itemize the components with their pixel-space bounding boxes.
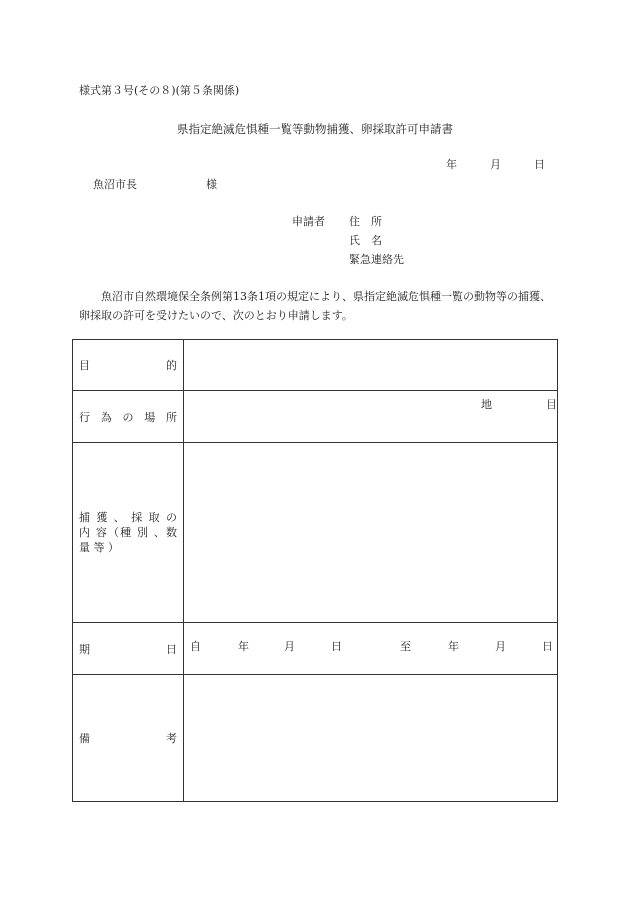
addressee — [93, 176, 217, 192]
document-title: 県指定絶滅危惧種一覧等動物捕獲、卵採取許可申請書 — [177, 122, 453, 136]
application-form-table — [72, 339, 558, 802]
applicant-label: 申請者 — [292, 215, 325, 228]
purpose-label: 目 的 — [73, 340, 184, 391]
intro-paragraph: 魚沼市自然環境保全条例第13条1項の規定により、県指定絶滅危惧種一覧の動物等の捕獲、卵採取の許可を受けたいので、次のとおり申請します。 — [79, 290, 551, 322]
place-label: 行 為 の 場 所 — [73, 391, 184, 443]
period-from-month-label: 月 — [284, 640, 295, 653]
purpose-field[interactable] — [184, 340, 558, 391]
period-from-year-label: 年 — [238, 640, 249, 653]
remarks-row — [73, 675, 558, 802]
purpose-row — [73, 340, 558, 391]
period-to-year-label: 年 — [448, 640, 459, 653]
applicant-address-label: 住 所 — [349, 215, 382, 228]
period-row — [73, 623, 558, 675]
land-category-label: 地 目 — [481, 398, 557, 411]
period-from-label: 自 — [190, 640, 201, 653]
period-field[interactable] — [184, 623, 558, 675]
applicant-emergency-contact-label: 緊急連絡先 — [349, 253, 404, 266]
content-field[interactable] — [184, 443, 558, 623]
application-date — [446, 156, 545, 172]
place-row — [73, 391, 558, 443]
form-number: 様式第３号(その８)(第５条関係) — [79, 84, 240, 97]
period-label: 期 日 — [73, 623, 184, 675]
content-label: 捕 獲 、 採 取 の 内 容（種 別 、数 量 等 ） — [73, 443, 184, 623]
remarks-label: 備 考 — [73, 675, 184, 802]
addressee-name: 魚沼市長 — [93, 178, 137, 191]
place-field[interactable] — [184, 391, 481, 442]
content-row — [73, 443, 558, 623]
period-from-day-label: 日 — [331, 640, 342, 653]
period-to-day-label: 日 — [542, 640, 553, 653]
date-year-label: 年 — [446, 158, 457, 171]
land-category-field[interactable] — [481, 417, 557, 442]
applicant-name-label: 氏 名 — [349, 234, 382, 247]
period-to-label: 至 — [400, 640, 411, 653]
addressee-honorific: 様 — [206, 178, 217, 191]
date-day-label: 日 — [534, 158, 545, 171]
place-cell — [184, 391, 558, 443]
remarks-field[interactable] — [184, 675, 558, 802]
period-to-month-label: 月 — [495, 640, 506, 653]
date-month-label: 月 — [490, 158, 501, 171]
